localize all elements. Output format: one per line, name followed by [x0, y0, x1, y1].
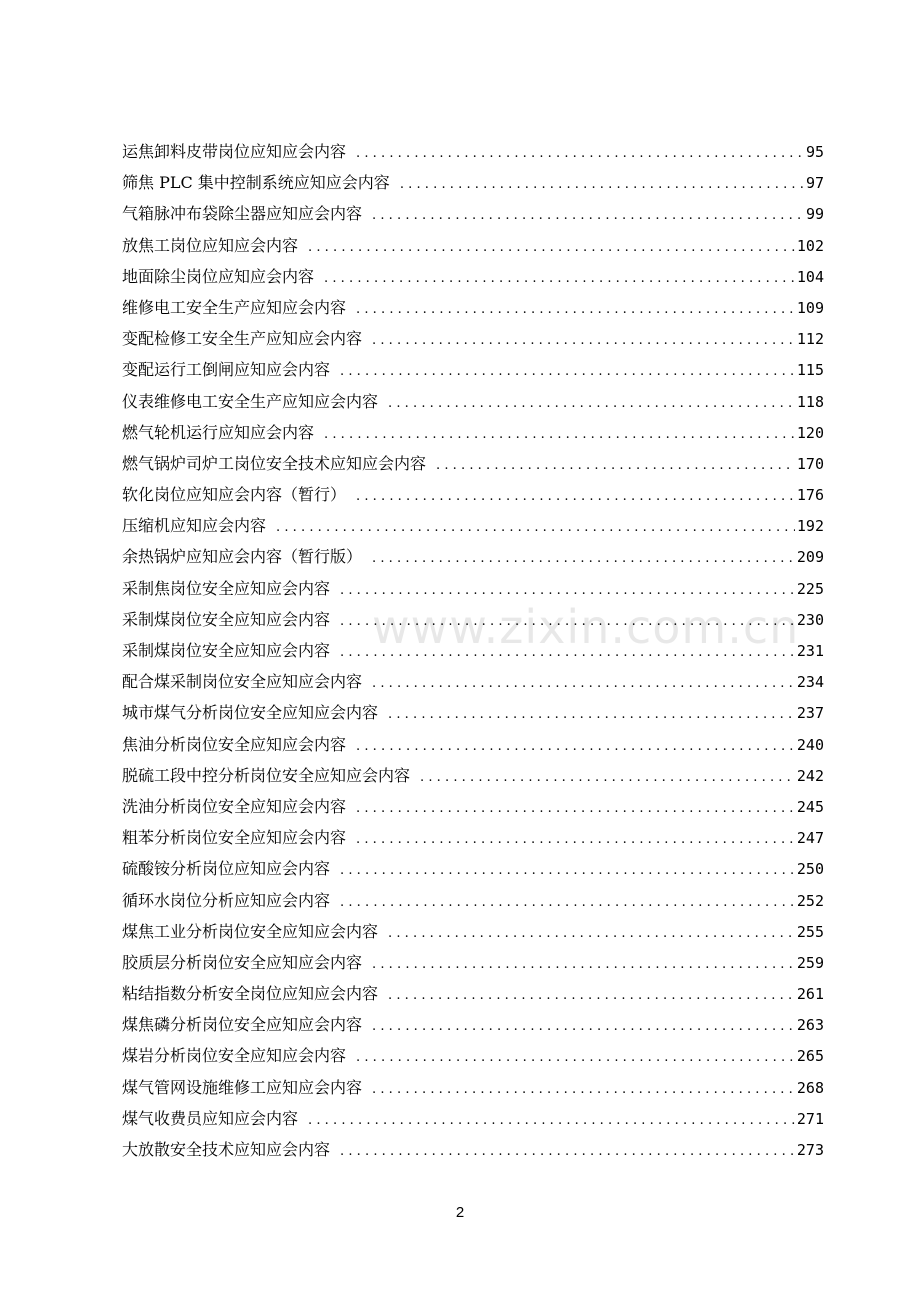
toc-entry[interactable]	[122, 760, 824, 791]
toc-dot-leader	[372, 1011, 795, 1042]
toc-entry-page: 95	[805, 143, 824, 161]
toc-entry-page: 104	[796, 267, 824, 286]
toc-entry[interactable]	[122, 822, 824, 853]
toc-dot-leader	[372, 200, 804, 231]
toc-dot-leader	[356, 1042, 795, 1073]
toc-dot-leader	[372, 668, 795, 699]
toc-dot-leader	[308, 232, 795, 263]
toc-entry-page: 115	[796, 361, 824, 380]
toc-entry-title: 燃气轮机运行应知应会内容	[122, 422, 315, 442]
toc-entry-page: 263	[796, 1016, 824, 1035]
toc-entry-title: 地面除尘岗位应知应会内容	[122, 266, 315, 286]
toc-dot-leader	[356, 294, 795, 325]
toc-entry[interactable]	[122, 323, 824, 354]
toc-dot-leader	[388, 980, 795, 1011]
toc-entry-page: 242	[796, 766, 824, 785]
table-of-contents	[122, 136, 824, 1165]
toc-entry-page: 261	[796, 985, 824, 1004]
toc-entry-page: 234	[796, 673, 824, 692]
toc-entry-title: 煤气管网设施维修工应知应会内容	[122, 1077, 363, 1097]
toc-entry[interactable]	[122, 354, 824, 385]
toc-entry-title: 循环水岗位分析应知应会内容	[122, 890, 331, 910]
toc-entry-page: 192	[796, 517, 824, 536]
toc-dot-leader	[372, 1074, 795, 1105]
toc-dot-leader	[372, 543, 795, 574]
toc-dot-leader	[388, 699, 795, 730]
toc-entry-page: 99	[805, 205, 824, 224]
toc-entry[interactable]	[122, 292, 824, 323]
toc-entry[interactable]	[122, 1103, 824, 1134]
toc-entry[interactable]	[122, 604, 824, 635]
toc-dot-leader	[340, 575, 795, 606]
toc-entry-title: 燃气锅炉司炉工岗位安全技术应知应会内容	[122, 453, 427, 473]
toc-entry-page: 118	[796, 392, 824, 411]
toc-dot-leader	[340, 637, 795, 668]
toc-dot-leader	[356, 731, 795, 762]
toc-entry-page: 271	[796, 1109, 824, 1128]
toc-entry-title: 洗油分析岗位安全应知应会内容	[122, 796, 347, 816]
toc-entry[interactable]	[122, 136, 824, 167]
toc-entry-title: 硫酸铵分析岗位应知应会内容	[122, 859, 331, 879]
toc-dot-leader	[400, 169, 804, 200]
toc-entry-title: 维修电工安全生产应知应会内容	[122, 297, 347, 317]
toc-entry-page: 97	[805, 174, 824, 193]
toc-entry-page: 240	[796, 735, 824, 754]
toc-entry[interactable]	[122, 853, 824, 884]
toc-entry-title: 仪表维修电工安全生产应知应会内容	[122, 391, 379, 411]
toc-entry-title: 采制煤岗位安全应知应会内容	[122, 609, 331, 629]
toc-dot-leader	[340, 606, 795, 637]
toc-dot-leader	[340, 855, 795, 886]
toc-entry[interactable]	[122, 541, 824, 572]
toc-entry-title: 采制焦岗位安全应知应会内容	[122, 578, 331, 598]
toc-entry-title: 运焦卸料皮带岗位应知应会内容	[122, 142, 347, 161]
toc-entry-title: 压缩机应知应会内容	[122, 516, 267, 536]
toc-dot-leader	[340, 887, 795, 918]
toc-entry[interactable]	[122, 167, 824, 198]
toc-entry[interactable]	[122, 791, 824, 822]
toc-entry[interactable]	[122, 978, 824, 1009]
toc-entry[interactable]	[122, 479, 824, 510]
toc-entry-page: 170	[796, 454, 824, 473]
toc-entry-page: 252	[796, 891, 824, 910]
watermark: www.zixin.com.cn	[372, 600, 800, 654]
toc-entry-title: 粗苯分析岗位安全应知应会内容	[122, 828, 347, 848]
toc-dot-leader	[436, 450, 795, 481]
toc-entry-title: 焦油分析岗位安全应知应会内容	[122, 734, 347, 754]
toc-entry-page: 225	[796, 579, 824, 598]
toc-dot-leader	[356, 481, 795, 512]
toc-entry-title: 粘结指数分析安全岗位应知应会内容	[122, 984, 379, 1004]
toc-dot-leader	[372, 325, 795, 356]
toc-entry[interactable]	[122, 1009, 824, 1040]
page-number: 2	[455, 1204, 465, 1221]
toc-dot-leader	[340, 1136, 795, 1167]
toc-entry-page: 245	[796, 797, 824, 816]
toc-entry[interactable]	[122, 666, 824, 697]
toc-dot-leader	[356, 824, 795, 855]
toc-dot-leader	[420, 762, 795, 793]
toc-entry[interactable]	[122, 1134, 824, 1165]
toc-dot-leader	[308, 1105, 795, 1136]
toc-entry[interactable]	[122, 198, 824, 229]
toc-entry-page: 255	[796, 922, 824, 941]
toc-dot-leader	[356, 138, 804, 169]
toc-entry[interactable]	[122, 947, 824, 978]
toc-entry[interactable]	[122, 230, 824, 261]
toc-entry-page: 268	[796, 1078, 824, 1097]
toc-entry-page: 231	[796, 642, 824, 660]
toc-entry-page: 109	[796, 298, 824, 317]
toc-entry[interactable]	[122, 635, 824, 666]
toc-entry-title: 煤焦工业分析岗位安全应知应会内容	[122, 921, 379, 941]
toc-dot-leader	[372, 949, 795, 980]
toc-entry-title: 采制煤岗位安全应知应会内容	[122, 641, 331, 660]
toc-entry-title: 筛焦 PLC 集中控制系统应知应会内容	[122, 173, 390, 193]
toc-dot-leader	[388, 918, 795, 949]
toc-entry-page: 265	[796, 1047, 824, 1066]
toc-entry-title: 煤气收费员应知应会内容	[122, 1108, 299, 1128]
toc-dot-leader	[340, 356, 795, 387]
toc-entry[interactable]	[122, 448, 824, 479]
toc-entry-page: 176	[796, 486, 824, 505]
toc-entry-page: 247	[796, 829, 824, 848]
toc-entry[interactable]	[122, 697, 824, 728]
toc-dot-leader	[356, 793, 795, 824]
toc-entry[interactable]	[122, 386, 824, 417]
toc-dot-leader	[324, 263, 795, 294]
toc-entry-title: 放焦工岗位应知应会内容	[122, 235, 299, 255]
toc-entry[interactable]	[122, 417, 824, 448]
toc-entry-title: 胶质层分析岗位安全应知应会内容	[122, 952, 363, 972]
toc-entry-title: 大放散安全技术应知应会内容	[122, 1140, 331, 1159]
toc-entry[interactable]	[122, 1072, 824, 1103]
toc-entry-title: 变配检修工安全生产应知应会内容	[122, 329, 363, 349]
toc-entry-page: 250	[796, 860, 824, 879]
toc-dot-leader	[276, 512, 795, 543]
toc-entry[interactable]	[122, 916, 824, 947]
toc-entry-page: 209	[796, 548, 824, 567]
toc-entry[interactable]	[122, 261, 824, 292]
toc-entry-page: 102	[796, 236, 824, 255]
toc-entry-title: 余热锅炉应知应会内容（暂行版）	[122, 547, 363, 567]
toc-entry-page: 259	[796, 953, 824, 972]
toc-entry-page: 112	[796, 330, 824, 349]
toc-dot-leader	[324, 419, 795, 450]
toc-entry-page: 237	[796, 704, 824, 723]
toc-dot-leader	[388, 388, 795, 419]
toc-entry-title: 煤焦磷分析岗位安全应知应会内容	[122, 1015, 363, 1035]
toc-entry[interactable]	[122, 729, 824, 760]
toc-entry-title: 煤岩分析岗位安全应知应会内容	[122, 1046, 347, 1066]
toc-entry-title: 变配运行工倒闸应知应会内容	[122, 360, 331, 380]
toc-entry[interactable]	[122, 1040, 824, 1071]
toc-entry-title: 配合煤采制岗位安全应知应会内容	[122, 672, 363, 692]
toc-entry-title: 软化岗位应知应会内容（暂行）	[122, 485, 347, 505]
toc-entry-page: 230	[796, 610, 824, 629]
toc-entry-page: 273	[796, 1141, 824, 1159]
toc-entry[interactable]	[122, 885, 824, 916]
toc-entry-page: 120	[796, 423, 824, 442]
toc-entry[interactable]	[122, 510, 824, 541]
toc-entry-title: 脱硫工段中控分析岗位安全应知应会内容	[122, 765, 411, 785]
toc-entry-title: 城市煤气分析岗位安全应知应会内容	[122, 703, 379, 723]
toc-entry[interactable]	[122, 573, 824, 604]
toc-entry-title: 气箱脉冲布袋除尘器应知应会内容	[122, 204, 363, 224]
